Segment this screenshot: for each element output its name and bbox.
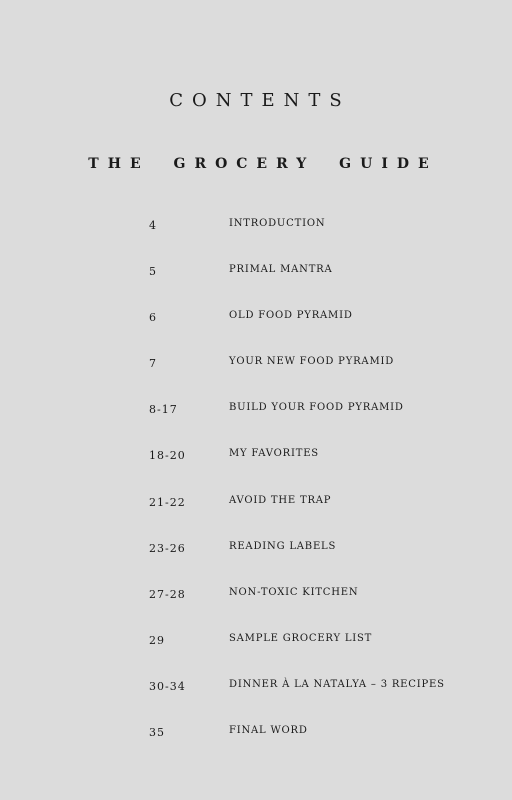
toc-row[interactable] <box>0 487 512 533</box>
toc-entry-title[interactable]: MY FAVORITES <box>229 448 319 460</box>
toc-row[interactable] <box>0 533 512 579</box>
toc-page-number: 5 <box>149 265 157 279</box>
toc-entry-title[interactable]: BUILD YOUR FOOD PYRAMID <box>229 402 404 414</box>
toc-row[interactable] <box>0 625 512 671</box>
toc-page-number: 8-17 <box>149 403 178 417</box>
toc-row[interactable] <box>0 256 512 302</box>
table-of-contents <box>0 210 512 763</box>
toc-page-number: 23-26 <box>149 541 186 555</box>
toc-row[interactable] <box>0 717 512 763</box>
toc-row[interactable] <box>0 302 512 348</box>
toc-row[interactable] <box>0 671 512 717</box>
toc-entry-title[interactable]: FINAL WORD <box>229 725 308 737</box>
toc-row[interactable] <box>0 579 512 625</box>
toc-page-number: 7 <box>149 357 157 371</box>
toc-row[interactable] <box>0 348 512 394</box>
toc-page-number: 29 <box>149 633 165 647</box>
toc-entry-title[interactable]: NON-TOXIC KITCHEN <box>229 586 359 598</box>
toc-page-number: 27-28 <box>149 587 186 601</box>
toc-entry-title[interactable]: DINNER À LA NATALYA – 3 RECIPES <box>229 678 445 690</box>
toc-page-number: 30-34 <box>149 679 186 693</box>
section-title: THE GROCERY GUIDE <box>88 156 438 172</box>
toc-entry-title[interactable]: YOUR NEW FOOD PYRAMID <box>229 356 395 368</box>
toc-entry-title[interactable]: PRIMAL MANTRA <box>229 264 333 276</box>
toc-row[interactable] <box>0 440 512 486</box>
toc-entry-title[interactable]: AVOID THE TRAP <box>229 494 332 506</box>
toc-page-number: 6 <box>149 311 157 325</box>
toc-entry-title[interactable]: READING LABELS <box>229 540 337 552</box>
toc-row[interactable] <box>0 210 512 256</box>
toc-row[interactable] <box>0 394 512 440</box>
page-title: CONTENTS <box>169 90 351 111</box>
toc-entry-title[interactable]: SAMPLE GROCERY LIST <box>229 632 373 644</box>
toc-page-number: 35 <box>149 726 165 740</box>
toc-page-number: 18-20 <box>149 449 186 463</box>
toc-page-number: 4 <box>149 219 157 232</box>
toc-entry-title[interactable]: OLD FOOD PYRAMID <box>229 310 353 322</box>
toc-page-number: 21-22 <box>149 495 186 509</box>
toc-entry-title[interactable]: INTRODUCTION <box>229 218 326 229</box>
